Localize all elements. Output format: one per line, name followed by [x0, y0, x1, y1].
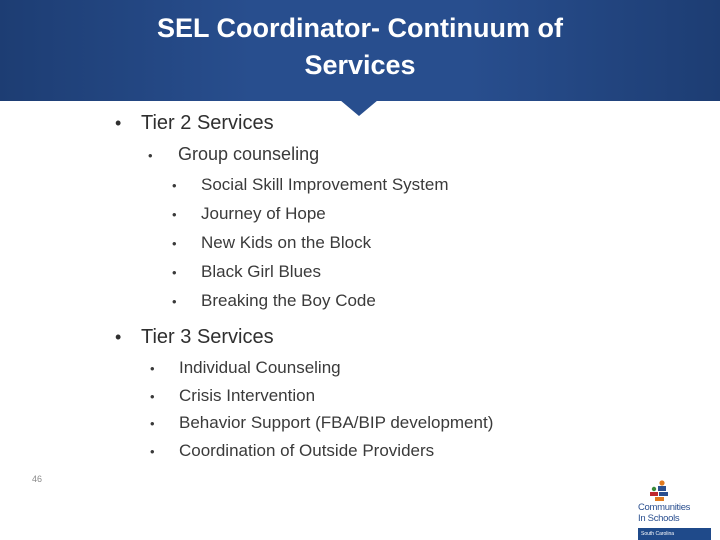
- logo-tagline: South Carolina: [638, 528, 711, 540]
- bullet-icon: •: [150, 361, 155, 376]
- list-item-text: Black Girl Blues: [201, 262, 321, 281]
- bullet-icon: •: [172, 236, 177, 251]
- bullet-text: Tier 3 Services: [141, 326, 274, 348]
- bullet-icon: •: [148, 148, 153, 163]
- list-item-text: Journey of Hope: [201, 204, 326, 223]
- bullet-icon: •: [150, 444, 155, 459]
- list-item: [172, 291, 376, 311]
- bullet-text: Tier 2 Services: [141, 112, 274, 134]
- list-item: [150, 386, 315, 406]
- bullet-icon: •: [150, 416, 155, 431]
- list-item: [150, 413, 493, 433]
- list-item-text: Social Skill Improvement System: [201, 175, 449, 194]
- list-item: [172, 262, 321, 282]
- list-item-text: Breaking the Boy Code: [201, 291, 376, 310]
- list-item: [150, 358, 341, 378]
- slide-title-line-2: Services: [304, 50, 416, 80]
- logo-text-line-2: In Schools: [638, 513, 680, 524]
- bullet-tier-3: [115, 326, 274, 349]
- list-item: [150, 441, 434, 461]
- list-item-text: Crisis Intervention: [179, 386, 316, 405]
- slide-title-line-1: SEL Coordinator- Continuum of: [157, 13, 563, 43]
- list-item-text: New Kids on the Block: [201, 233, 372, 252]
- bullet-icon: •: [115, 113, 122, 133]
- bullet-group-counseling: [148, 144, 319, 165]
- list-item-text: Coordination of Outside Providers: [179, 441, 435, 460]
- bullet-text: Group counseling: [178, 144, 320, 164]
- list-item-text: Behavior Support (FBA/BIP development): [179, 413, 494, 432]
- list-item: [172, 204, 326, 224]
- list-item-text: Individual Counseling: [179, 358, 341, 377]
- logo-text-line-1: Communities: [638, 502, 691, 513]
- list-item: [172, 175, 449, 195]
- bullet-icon: •: [172, 207, 177, 222]
- list-item: [172, 233, 371, 253]
- bullet-tier-2: [115, 112, 274, 135]
- bullet-icon: •: [115, 327, 122, 347]
- bullet-icon: •: [172, 265, 177, 280]
- bullet-icon: •: [150, 389, 155, 404]
- bullet-icon: •: [172, 178, 177, 193]
- slide-number: 46: [32, 474, 43, 484]
- logo-figures-icon: [644, 480, 674, 502]
- bullet-icon: •: [172, 294, 177, 309]
- communities-in-schools-logo: [636, 480, 712, 540]
